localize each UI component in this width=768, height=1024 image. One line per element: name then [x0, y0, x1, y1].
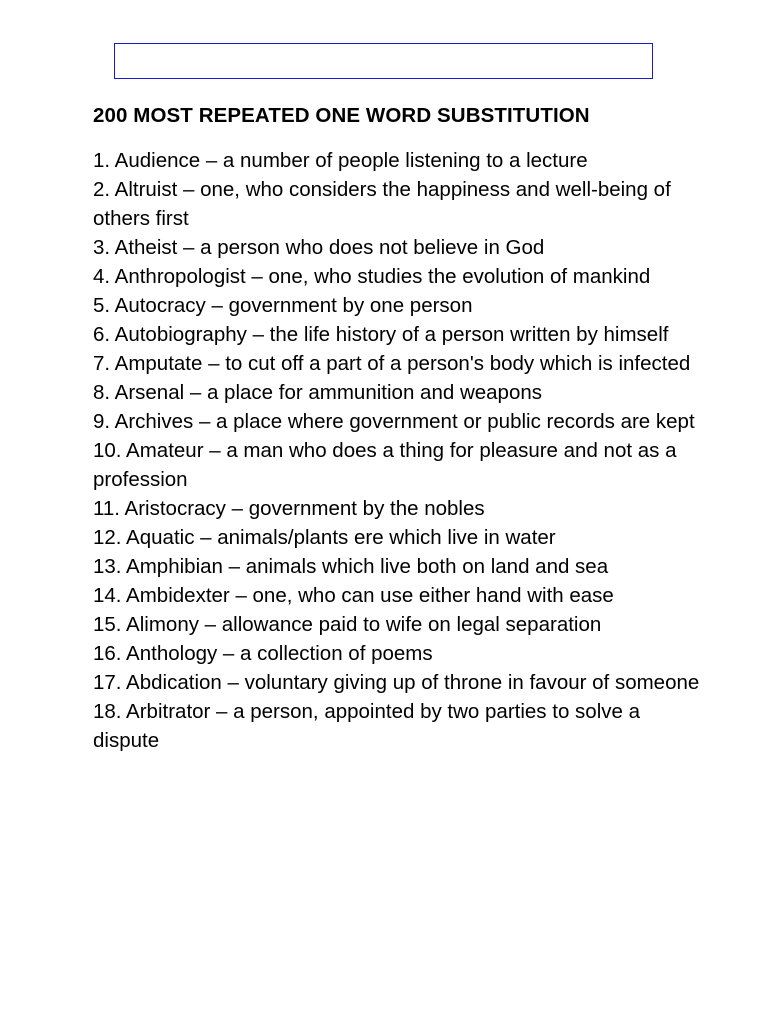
- list-item: 11. Aristocracy – government by the nobles: [93, 497, 485, 520]
- list-item: 7. Amputate – to cut off a part of a person's body which is infected: [93, 352, 691, 375]
- list-item: 9. Archives – a place where government or public records are kept: [93, 410, 695, 433]
- list-item: 10. Amateur – a man who does a thing for pleasure and not as a profession: [93, 439, 677, 491]
- list-item: 15. Alimony – allowance paid to wife on legal separation: [93, 613, 602, 636]
- header-box: [114, 43, 653, 79]
- word-list: [93, 146, 703, 755]
- list-item: 18. Arbitrator – a person, appointed by two parties to solve a dispute: [93, 700, 640, 752]
- list-item: 3. Atheist – a person who does not believe in God: [93, 236, 545, 259]
- list-item: 17. Abdication – voluntary giving up of throne in favour of someone: [93, 671, 700, 694]
- list-item: 14. Ambidexter – one, who can use either hand with ease: [93, 584, 614, 607]
- list-item: 2. Altruist – one, who considers the happiness and well-being of others first: [93, 178, 671, 230]
- list-item: 1. Audience – a number of people listening to a lecture: [93, 149, 588, 172]
- list-item: 5. Autocracy – government by one person: [93, 294, 473, 317]
- list-item: 12. Aquatic – animals/plants ere which live in water: [93, 526, 556, 549]
- page-title: 200 MOST REPEATED ONE WORD SUBSTITUTION: [93, 104, 590, 127]
- list-item: 16. Anthology – a collection of poems: [93, 642, 433, 665]
- list-item: 8. Arsenal – a place for ammunition and weapons: [93, 381, 542, 404]
- list-item: 6. Autobiography – the life history of a person written by himself: [93, 323, 669, 346]
- list-item: 13. Amphibian – animals which live both on land and sea: [93, 555, 609, 578]
- list-item: 4. Anthropologist – one, who studies the evolution of mankind: [93, 265, 651, 288]
